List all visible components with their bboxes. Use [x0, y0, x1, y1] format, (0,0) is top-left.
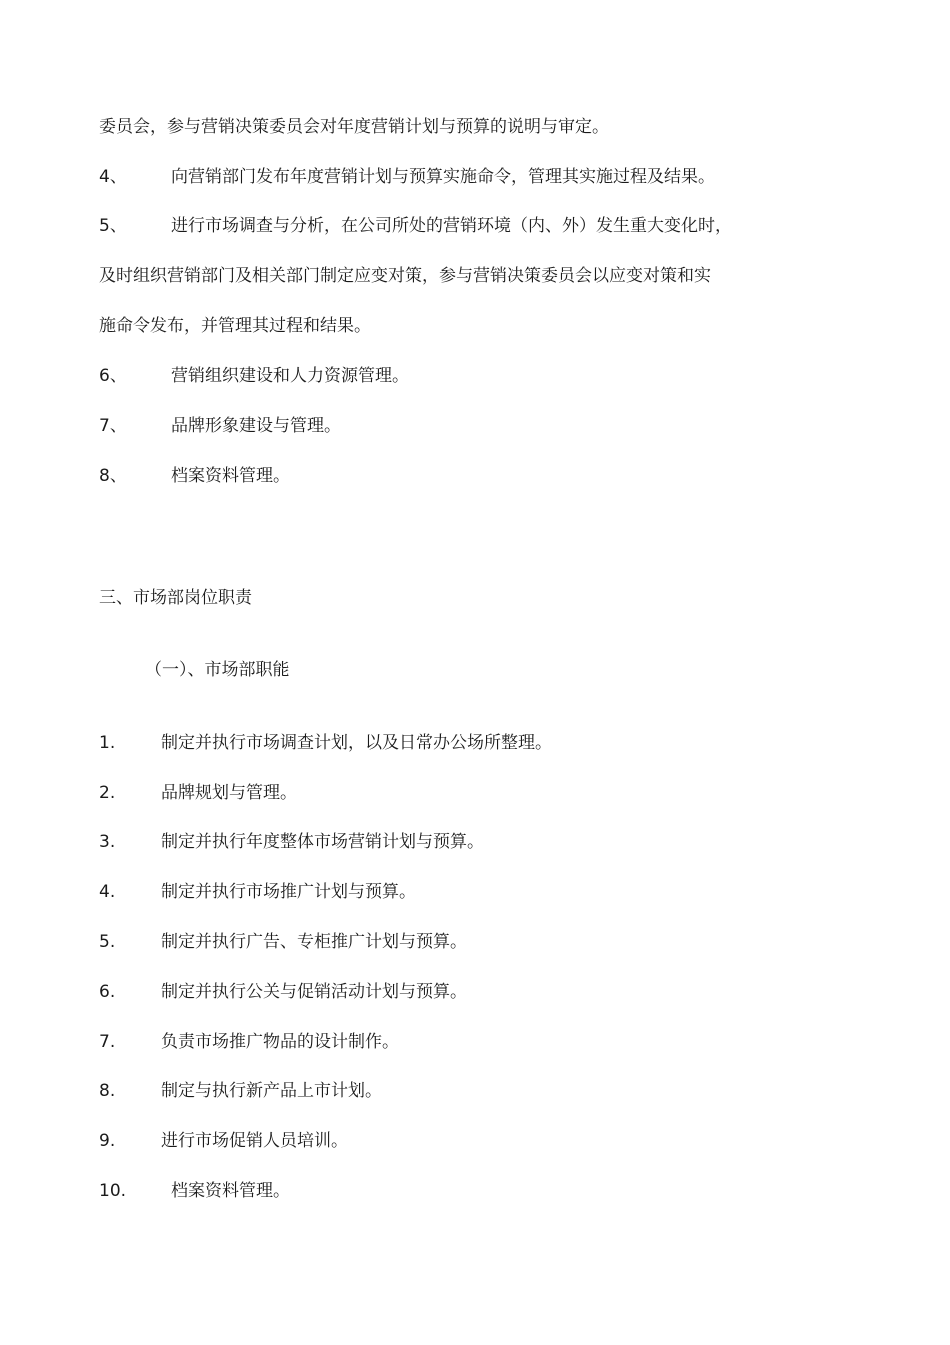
- list-item: [99, 881, 416, 903]
- subsection-heading: （一）、市场部职能: [145, 660, 290, 680]
- list-item-text: 制定并执行市场推广计划与预算。: [161, 882, 416, 902]
- list-item-number: 8.: [99, 1081, 116, 1101]
- list-item-text: 制定并执行公关与促销活动计划与预算。: [161, 982, 467, 1002]
- list-item-number: 8、: [99, 466, 127, 486]
- list-item-text: 制定并执行市场调查计划，以及日常办公场所整理。: [161, 733, 552, 753]
- list-item-number: 2.: [99, 783, 116, 803]
- list-item: [99, 1080, 382, 1102]
- list-item: [99, 465, 290, 487]
- list-item-number: 4、: [99, 167, 127, 187]
- list-item: [99, 981, 467, 1003]
- list-item: [99, 1031, 399, 1053]
- list-item: [99, 931, 467, 953]
- list-item: [99, 166, 715, 188]
- list-item-text: 制定与执行新产品上市计划。: [161, 1081, 382, 1101]
- list-item: [99, 365, 409, 387]
- list-item-number: 9.: [99, 1131, 116, 1151]
- list-item: [99, 1180, 290, 1202]
- list-item-number: 6.: [99, 982, 116, 1002]
- list-item-number: 10.: [99, 1181, 127, 1201]
- list-item-continuation: 及时组织营销部门及相关部门制定应变对策，参与营销决策委员会以应变对策和实: [99, 266, 711, 286]
- list-item-number: 5.: [99, 932, 116, 952]
- list-item-text: 营销组织建设和人力资源管理。: [171, 366, 409, 386]
- list-item-number: 7、: [99, 416, 127, 436]
- list-item-number: 6、: [99, 366, 127, 386]
- list-item: [99, 1130, 348, 1152]
- list-item: [99, 831, 484, 853]
- list-item: [99, 415, 341, 437]
- list-item-text: 品牌规划与管理。: [161, 783, 297, 803]
- list-item-text: 进行市场促销人员培训。: [161, 1131, 348, 1151]
- list-item-text: 制定并执行年度整体市场营销计划与预算。: [161, 832, 484, 852]
- list-item: [99, 782, 297, 804]
- list-item-text: 制定并执行广告、专柜推广计划与预算。: [161, 932, 467, 952]
- list-item-text: 进行市场调查与分析，在公司所处的营销环境（内、外）发生重大变化时，: [171, 216, 732, 236]
- list-item-number: 3.: [99, 832, 116, 852]
- list-item-number: 5、: [99, 216, 127, 236]
- list-item-continuation: 施命令发布，并管理其过程和结果。: [99, 316, 371, 336]
- list-item-number: 1.: [99, 733, 116, 753]
- list-item-text: 档案资料管理。: [171, 1181, 290, 1201]
- list-item: [99, 732, 552, 754]
- list-item-number: 7.: [99, 1032, 116, 1052]
- continuation-text: 委员会，参与营销决策委员会对年度营销计划与预算的说明与审定。: [99, 117, 609, 137]
- list-item-text: 向营销部门发布年度营销计划与预算实施命令，管理其实施过程及结果。: [171, 167, 715, 187]
- list-item-text: 品牌形象建设与管理。: [171, 416, 341, 436]
- list-item-text: 档案资料管理。: [171, 466, 290, 486]
- list-item-text: 负责市场推广物品的设计制作。: [161, 1032, 399, 1052]
- list-item-number: 4.: [99, 882, 116, 902]
- list-item: [99, 215, 732, 237]
- section-heading: 三、市场部岗位职责: [99, 588, 252, 608]
